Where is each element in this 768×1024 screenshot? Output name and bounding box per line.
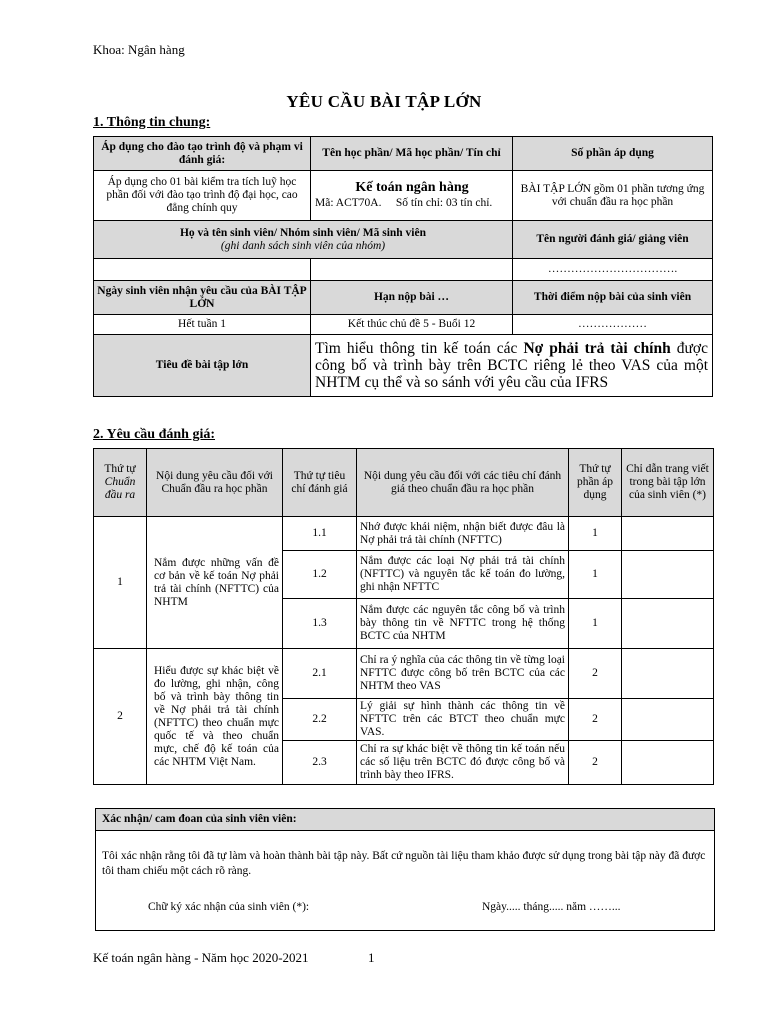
criteria-guide xyxy=(622,649,714,699)
declaration-heading: Xác nhận/ cam đoan của sinh viên viên: xyxy=(96,809,715,831)
criteria-guide xyxy=(622,517,714,551)
course-code-line xyxy=(315,197,509,210)
criteria-part: 2 xyxy=(569,649,622,699)
course-code: Mã: ACT70A. xyxy=(315,197,382,209)
parts-cell: BÀI TẬP LỚN gồm 01 phần tương ứng với chuẩn đầu ra học phần xyxy=(513,171,713,221)
criteria-part: 1 xyxy=(569,551,622,599)
page-number: 1 xyxy=(368,950,375,965)
topic-header: Tiêu đề bài tập lớn xyxy=(94,335,311,397)
criteria-header: Thứ tự tiêu chí đánh giá xyxy=(283,449,357,517)
course-name: Kế toán ngân hàng xyxy=(355,180,469,195)
assessor-blank: ……………………………. xyxy=(513,259,713,281)
date-label: Ngày..... tháng..... năm ……... xyxy=(482,901,621,913)
scope-cell: Áp dụng cho 01 bài kiểm tra tích luỹ học phần đối với đào tạo trình độ đại học, cao đẳng chính quy xyxy=(94,171,311,221)
criteria-part: 2 xyxy=(569,699,622,741)
criteria-part: 1 xyxy=(569,599,622,649)
order-header-sub: Chuẩn đầu ra xyxy=(104,476,136,501)
declaration-body xyxy=(96,831,715,931)
criteria-id: 1.2 xyxy=(283,551,357,599)
student-header-note: (ghi danh sách sinh viên của nhóm) xyxy=(220,239,386,252)
signature-line xyxy=(102,901,708,917)
scope-header: Áp dụng cho đào tạo trình độ và phạm vi đánh giá: xyxy=(94,137,311,171)
section-assessment-heading: 2. Yêu cầu đánh giá: xyxy=(93,427,216,442)
course-credits: Số tín chỉ: 03 tín chỉ. xyxy=(395,197,493,209)
group-order: 2 xyxy=(94,649,147,785)
submit-blank: ……………… xyxy=(513,315,713,335)
topic-cell xyxy=(311,335,713,397)
deadline-cell: Kết thúc chủ đề 5 - Buổi 12 xyxy=(311,315,513,335)
topic-text-post: được công bố và trình bày trên BCTC riêng lẻ theo VAS của một NHTM cụ thể và so sánh với yêu cầu của IFRS xyxy=(315,340,709,391)
topic-text-pre: Tìm hiểu thông tin kế toán các xyxy=(315,340,524,357)
student-blank-2 xyxy=(311,259,513,281)
student-header xyxy=(94,221,513,259)
criteria-text: Nắm được các nguyên tắc công bố và trình bày thông tin về NFTTC trong hệ thống BCTC của NHTM xyxy=(357,599,569,649)
criteria-text: Nắm được các loại Nợ phải trả tài chính (NFTTC) và nguyên tắc kế toán đo lường, ghi nhận NFTTC xyxy=(357,551,569,599)
parts-header: Số phần áp dụng xyxy=(513,137,713,171)
order-header xyxy=(94,449,147,517)
criteria-guide xyxy=(622,699,714,741)
course-cell xyxy=(311,171,513,221)
receive-header: Ngày sinh viên nhận yêu cầu của BÀI TẬP LỚN xyxy=(94,281,311,315)
part-header: Thứ tự phần áp dụng xyxy=(569,449,622,517)
criteria-content-header: Nội dung yêu cầu đối với các tiêu chí đánh giá theo chuẩn đầu ra học phần xyxy=(357,449,569,517)
criteria-guide xyxy=(622,741,714,785)
criteria-guide xyxy=(622,599,714,649)
declaration-text: Tôi xác nhận rằng tôi đã tự làm và hoàn thành bài tập này. Bất cứ nguồn tài liệu tham khảo được sử dụng trong bài tập này đã được tôi tham chiếu một cách rõ ràng. xyxy=(102,850,706,877)
general-info-table xyxy=(93,136,713,397)
criteria-id: 2.2 xyxy=(283,699,357,741)
topic-text-bold: Nợ phải trả tài chính xyxy=(523,340,671,357)
criteria-text: Chỉ ra sự khác biệt về thông tin kế toán nếu các số liệu trên BCTC đó được công bố và trình bày theo IFRS. xyxy=(357,741,569,785)
criteria-id: 2.1 xyxy=(283,649,357,699)
content-header: Nội dung yêu cầu đối với Chuẩn đầu ra học phần xyxy=(147,449,283,517)
student-header-label: Họ và tên sinh viên/ Nhóm sinh viên/ Mã sinh viên xyxy=(179,226,427,239)
student-blank-1 xyxy=(94,259,311,281)
criteria-part: 1 xyxy=(569,517,622,551)
criteria-text: Nhớ được khái niệm, nhận biết được đâu là Nợ phải trả tài chính (NFTTC) xyxy=(357,517,569,551)
guide-header: Chỉ dẫn trang viết trong bài tập lớn của sinh viên (*) xyxy=(622,449,714,517)
assessment-table xyxy=(93,448,714,785)
submit-header: Thời điểm nộp bài của sinh viên xyxy=(513,281,713,315)
criteria-id: 1.3 xyxy=(283,599,357,649)
group-content: Nắm được những vấn đề cơ bản về kế toán Nợ phải trả tài chính (NFTTC) của NHTM xyxy=(147,517,283,649)
group-content: Hiểu được sự khác biệt về đo lường, ghi nhận, công bố và trình bày thông tin về Nợ phải trả tài chính (NFTTC) theo chuẩn mực quốc tế và theo chuẩn mực, chế độ kế toán của các NHTM Việt Nam. xyxy=(147,649,283,785)
faculty-label: Khoa: Ngân hàng xyxy=(93,42,185,57)
criteria-text: Lý giải sự hình thành các thông tin về NFTTC trên các BTCT theo chuẩn mực VAS. xyxy=(357,699,569,741)
declaration-box xyxy=(95,808,715,931)
footer-text: Kế toán ngân hàng - Năm học 2020-2021 xyxy=(93,950,309,965)
criteria-guide xyxy=(622,551,714,599)
order-header-label: Thứ tự xyxy=(104,463,136,475)
assessor-header: Tên người đánh giá/ giảng viên xyxy=(513,221,713,259)
course-header: Tên học phần/ Mã học phần/ Tín chỉ xyxy=(311,137,513,171)
document-title: YÊU CẦU BÀI TẬP LỚN xyxy=(286,92,482,111)
criteria-text: Chỉ ra ý nghĩa của các thông tin về từng loại NFTTC được công bố trên BCTC của các NHTM theo VAS xyxy=(357,649,569,699)
section-general-heading: 1. Thông tin chung: xyxy=(93,115,211,130)
criteria-id: 1.1 xyxy=(283,517,357,551)
criteria-id: 2.3 xyxy=(283,741,357,785)
criteria-part: 2 xyxy=(569,741,622,785)
deadline-header: Hạn nộp bài … xyxy=(311,281,513,315)
receive-cell: Hết tuần 1 xyxy=(94,315,311,335)
signature-label: Chữ ký xác nhận của sinh viên (*): xyxy=(148,901,310,913)
group-order: 1 xyxy=(94,517,147,649)
